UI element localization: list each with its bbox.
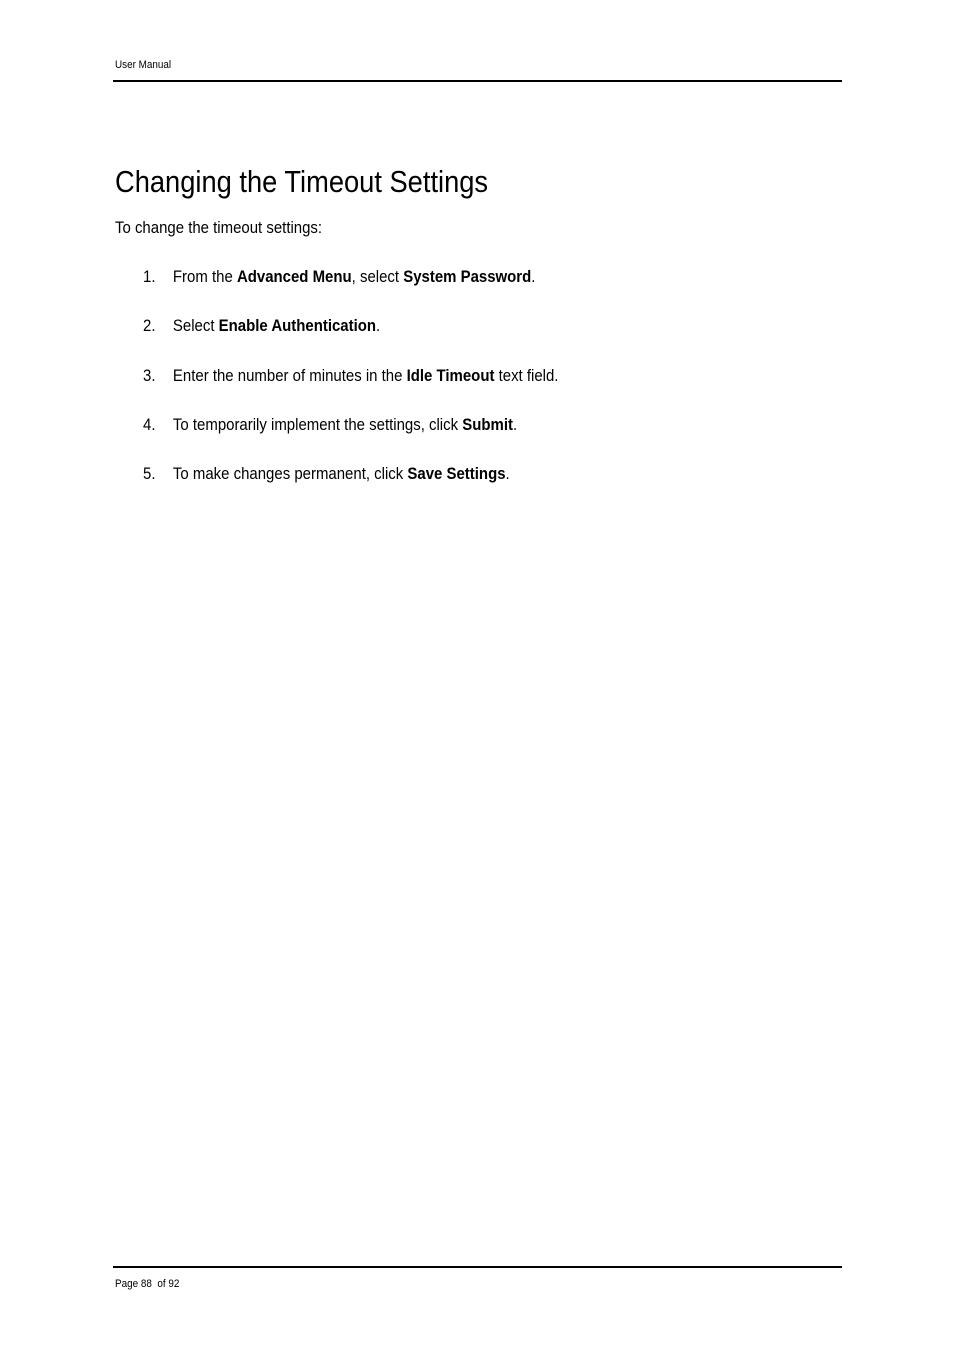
step-number: 4. [143,415,156,434]
step-text [173,315,380,337]
step-number: 2. [143,316,156,335]
step-item [143,463,759,485]
step-text-part: . [531,267,536,286]
step-text [173,365,559,387]
step-text-part: Select [172,316,219,335]
header-divider [113,80,842,82]
step-text-part: text field. [494,366,559,385]
section-title: Changing the Timeout Settings [115,164,489,199]
step-item [143,266,759,288]
step-text-part: To temporarily implement the settings, click [172,415,463,434]
step-text-part: Save Settings [407,464,506,483]
step-item [143,315,759,337]
step-text-part: . [376,316,381,335]
step-text-part: . [505,464,510,483]
step-text-part: Submit [462,415,513,434]
step-number: 1. [143,267,156,286]
step-text-part: Advanced Menu [236,267,352,286]
step-item [143,414,759,436]
footer-divider [113,1266,842,1268]
step-text-part: , select [351,267,404,286]
running-header: User Manual [115,59,172,71]
step-item [143,365,759,387]
step-text-part: Idle Timeout [406,366,495,385]
step-text-part: To make changes permanent, click [172,464,408,483]
step-number: 3. [143,366,156,385]
step-number: 5. [143,464,156,483]
intro-text: To change the timeout settings: [115,218,323,237]
step-text-part: . [512,415,518,434]
page-number: Page 88 of 92 [115,1278,180,1290]
step-text-part: Enter the number of minutes in the [172,366,407,385]
step-text-part: System Password [403,267,532,286]
step-text-part: From the [172,267,237,286]
step-text [173,414,517,436]
step-text-part: Enable Authentication [218,316,377,335]
step-text [173,463,510,485]
step-text [173,266,536,288]
